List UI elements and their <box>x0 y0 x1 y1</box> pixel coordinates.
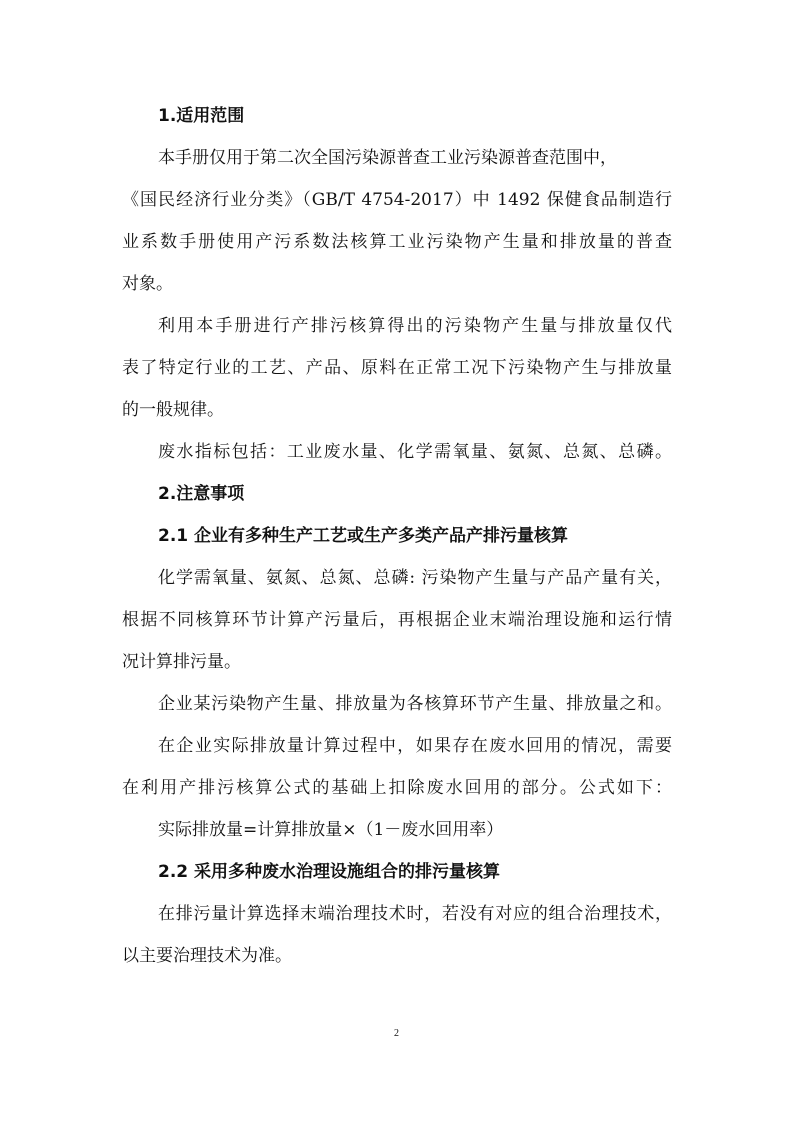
subsection-heading-2-1: 2.1 企业有多种生产工艺或生产多类产品产排污量核算 <box>158 526 569 546</box>
formula-line: 实际排放量=计算排放量×（1－废水回用率） <box>158 820 504 840</box>
paragraph-line: 表了特定行业的工艺、产品、原料在正常工况下污染物产生与排放量 <box>122 358 672 378</box>
paragraph-line: 化学需氧量、氨氮、总氮、总磷: 污染物产生量与产品产量有关， <box>158 568 672 588</box>
paragraph-line: 在利用产排污核算公式的基础上扣除废水回用的部分。公式如下： <box>122 778 672 798</box>
subsection-heading-2-2: 2.2 采用多种废水治理设施组合的排污量核算 <box>158 862 501 882</box>
paragraph-line: 在企业实际排放量计算过程中，如果存在废水回用的情况，需要 <box>158 736 672 756</box>
paragraph-line: 在排污量计算选择末端治理技术时，若没有对应的组合治理技术， <box>158 904 672 924</box>
paragraph-line: 根据不同核算环节计算产污量后，再根据企业末端治理设施和运行情 <box>122 610 672 630</box>
paragraph-line: 利用本手册进行产排污核算得出的污染物产生量与排放量仅代 <box>158 316 672 336</box>
paragraph-line: 以主要治理技术为准。 <box>122 946 292 966</box>
paragraph-line: 况计算排污量。 <box>122 652 241 672</box>
page-number: 2 <box>394 1028 399 1039</box>
paragraph-line: 企业某污染物产生量、排放量为各核算环节产生量、排放量之和。 <box>158 694 672 714</box>
section-heading-scope: 1.适用范围 <box>158 106 245 126</box>
paragraph-line: 废水指标包括：工业废水量、化学需氧量、氨氮、总氮、总磷。 <box>158 442 672 462</box>
paragraph-line: 《国民经济行业分类》（GB/T 4754-2017）中 1492 保健食品制造行 <box>122 190 672 210</box>
paragraph-line: 业系数手册使用产污系数法核算工业污染物产生量和排放量的普查 <box>122 232 672 252</box>
section-heading-notes: 2.注意事项 <box>158 484 245 504</box>
paragraph-line: 本手册仅用于第二次全国污染源普查工业污染源普查范围中， <box>158 148 617 168</box>
paragraph-line: 的一般规律。 <box>122 400 224 420</box>
paragraph-line: 对象。 <box>122 274 173 294</box>
